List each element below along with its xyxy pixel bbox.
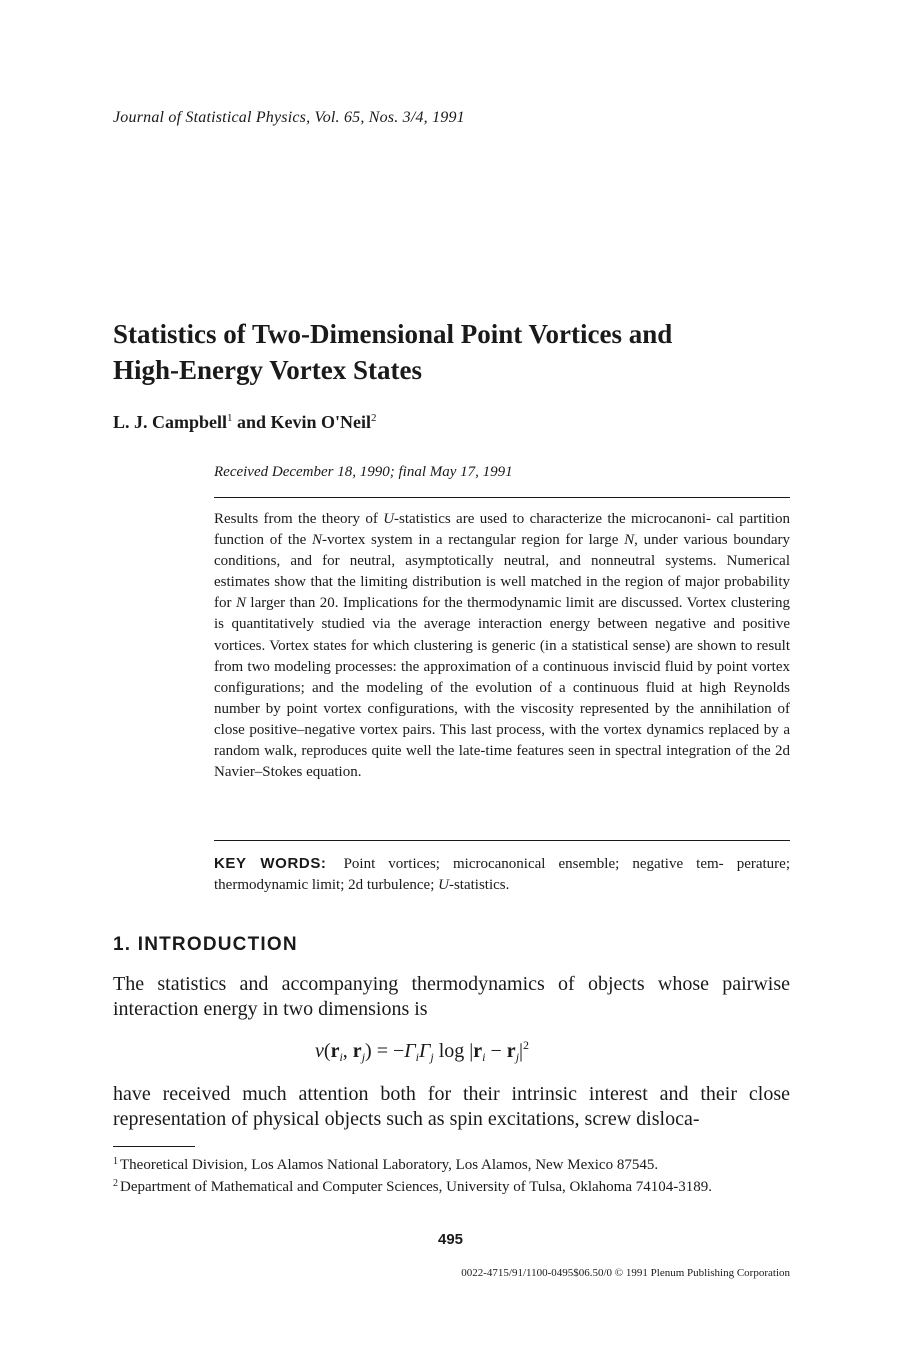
footnote-2-mark: 2 xyxy=(113,1178,118,1189)
eq-sub-j-2: j xyxy=(430,1050,434,1064)
eq-sub-i-3: i xyxy=(482,1050,486,1064)
eq-r-i-2: r xyxy=(473,1040,483,1062)
abstract-n-symbol-1: N xyxy=(311,532,322,549)
eq-sub-i-2: i xyxy=(415,1050,419,1064)
footnote-2 xyxy=(113,1177,790,1198)
abstract-bottom-rule xyxy=(214,840,790,841)
abstract-text-4: , under various boundary conditions, and for neutral, asymptotically neutral, and nonneutral systems. Numerical estimates show that the limiting distribution is well matched in the region of major probability for xyxy=(214,532,790,612)
abstract-text-5: larger than 20. Implications for the thermodynamic limit are discussed. Vortex clustering is quantitatively studied via the average interaction energy between negative and positive vortices. Vortex states for which clustering is generic (in a statistical sense) are shown to result from two modeling processes: the approximation of a continuous inviscid fluid by point vortex configurations; and the modeling of the evolution of a continuous fluid at high Reynolds number by point vortex configurations, with the viscosity represented by the annihilation of close positive–negative vortex pairs. This last process, with the vortex dynamics replaced by a random walk, reproduces quite well the late-time features seen in spectral integration of the 2d Navier–Stokes equation. xyxy=(214,595,790,781)
eq-r-j: r xyxy=(352,1040,362,1062)
section-heading-introduction: 1. INTRODUCTION xyxy=(113,934,298,955)
abstract-u-symbol: U xyxy=(383,511,395,527)
eq-minus: − xyxy=(485,1040,507,1062)
interaction-energy-equation xyxy=(315,1040,529,1063)
eq-v: v xyxy=(315,1040,324,1062)
key-words-text-1: Point vortices; microcanonical ensemble; negative tem- perature; thermodynamic limit; 2d turbulence; xyxy=(214,856,791,893)
title-line-1: Statistics of Two-Dimensional Point Vortices and xyxy=(113,319,673,349)
eq-abs-bar: | xyxy=(519,1040,524,1062)
key-words xyxy=(214,853,790,896)
eq-r-j-2: r xyxy=(506,1040,516,1062)
eq-sub-i-1: i xyxy=(339,1050,343,1064)
eq-sub-j-1: j xyxy=(361,1050,366,1064)
received-dates: Received December 18, 1990; final May 17, 1991 xyxy=(214,464,513,480)
eq-equals-minus: ) = − xyxy=(365,1040,405,1062)
abstract-text-1: Results from the theory of xyxy=(214,511,384,527)
eq-sub-j-3: j xyxy=(515,1050,520,1064)
eq-gamma-j: Γ xyxy=(418,1040,431,1062)
abstract-top-rule xyxy=(214,497,790,498)
author-conjunction: and xyxy=(232,412,271,432)
footnote-1-mark: 1 xyxy=(113,1156,118,1167)
intro-paragraph-2: have received much attention both for their intrinsic interest and their close representation of physical objects such as spin excitations, screw disloca- xyxy=(113,1083,790,1130)
intro-paragraph-1: The statistics and accompanying thermodynamics of objects whose pairwise interaction energy in two dimensions is xyxy=(113,973,790,1020)
author-campbell: L. J. Campbell xyxy=(113,412,228,432)
title-line-2: High-Energy Vortex States xyxy=(113,355,422,385)
key-words-text-2: -statistics. xyxy=(448,877,510,893)
eq-power: 2 xyxy=(523,1038,530,1052)
abstract-n-symbol-2: N xyxy=(624,532,635,549)
eq-comma: , xyxy=(342,1040,353,1062)
abstract-text-3: -vortex system in a rectangular region for large xyxy=(322,532,625,549)
key-words-u-symbol: U xyxy=(438,877,449,893)
author-list xyxy=(113,412,377,433)
eq-open-paren: ( xyxy=(323,1040,331,1062)
author-campbell-footnote-mark: 1 xyxy=(227,412,233,424)
key-words-label: KEY WORDS: xyxy=(214,855,327,872)
eq-gamma-i: Γ xyxy=(404,1040,416,1062)
footnote-rule xyxy=(113,1146,195,1147)
paper-title xyxy=(113,316,813,388)
page-number: 495 xyxy=(437,1231,464,1248)
copyright-line: 0022-4715/91/1100-0495$06.50/0 © 1991 Plenum Publishing Corporation xyxy=(461,1267,790,1279)
journal-citation: Journal of Statistical Physics, Vol. 65, Nos. 3/4, 1991 xyxy=(113,109,465,126)
footnote-2-text: Department of Mathematical and Computer Sciences, University of Tulsa, Oklahoma 74104-3189. xyxy=(120,1179,712,1195)
author-oneil: Kevin O'Neil xyxy=(270,412,372,432)
footnote-1 xyxy=(113,1155,790,1176)
footnote-1-text: Theoretical Division, Los Alamos National Laboratory, Los Alamos, New Mexico 87545. xyxy=(120,1157,659,1173)
abstract-n-symbol-3: N xyxy=(235,595,246,612)
abstract xyxy=(214,509,790,783)
eq-r-i: r xyxy=(330,1040,340,1062)
eq-log: log | xyxy=(433,1040,474,1062)
author-oneil-footnote-mark: 2 xyxy=(371,412,377,424)
abstract-text-2: -statistics are used to characterize the microcanoni- cal partition function of the xyxy=(214,511,790,549)
